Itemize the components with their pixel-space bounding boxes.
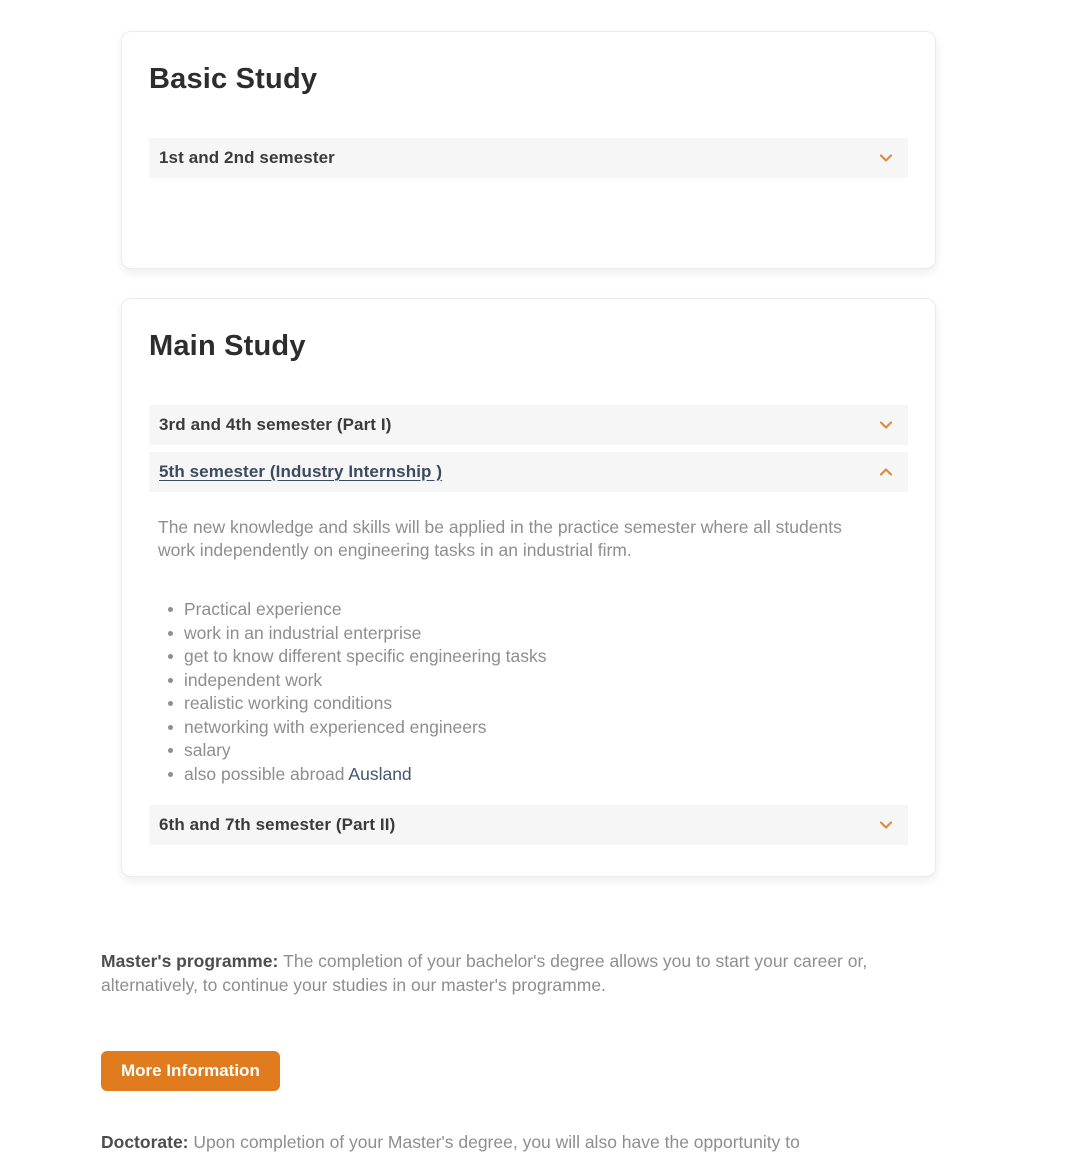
list-item-abroad: [158, 763, 908, 787]
accordion-item-1st-2nd-semester[interactable]: [149, 138, 908, 178]
main-study-accordion: [149, 405, 908, 845]
doctorate-lead: Doctorate:: [101, 1132, 194, 1152]
list-item: independent work: [158, 669, 908, 693]
accordion-item-label: 1st and 2nd semester: [159, 148, 335, 167]
masters-programme-paragraph: [101, 949, 946, 997]
masters-programme-text: The completion of your bachelor's degree allows you to start your career or, alternatively, to continue your studies in our master's programme.: [101, 951, 868, 995]
internship-bullet-list: [158, 598, 908, 786]
basic-study-title: Basic Study: [149, 63, 318, 95]
more-information-button[interactable]: More Information: [101, 1051, 280, 1091]
chevron-up-icon: [877, 463, 895, 481]
abroad-text: also possible abroad: [184, 763, 349, 784]
accordion-item-6th-7th-semester[interactable]: [149, 805, 908, 845]
masters-programme-lead: Master's programme:: [101, 951, 284, 971]
accordion-item-label: 5th semester (Industry Internship ): [159, 462, 443, 481]
list-item: work in an industrial enterprise: [158, 622, 908, 646]
accordion-item-3rd-4th-semester[interactable]: [149, 405, 908, 445]
list-item: networking with experienced engineers: [158, 716, 908, 740]
list-item: Practical experience: [158, 598, 908, 622]
chevron-down-icon: [877, 816, 895, 834]
accordion-item-5th-semester[interactable]: [149, 452, 908, 492]
main-study-title: Main Study: [149, 330, 306, 362]
accordion-item-label: 6th and 7th semester (Part II): [159, 815, 396, 834]
internship-description: The new knowledge and skills will be applied in the practice semester where all students work independently on engineering tasks in an industrial firm.: [158, 517, 842, 560]
doctorate-paragraph: [101, 1130, 946, 1154]
chevron-down-icon: [877, 416, 895, 434]
accordion-item-label: 3rd and 4th semester (Part I): [159, 415, 392, 434]
chevron-down-icon: [877, 149, 895, 167]
list-item: get to know different specific engineering tasks: [158, 645, 908, 669]
main-study-card: [121, 298, 936, 877]
basic-study-card: [121, 31, 936, 269]
accordion-panel-internship: [149, 499, 908, 805]
basic-study-accordion: [149, 138, 908, 178]
list-item: salary: [158, 739, 908, 763]
list-item: realistic working conditions: [158, 692, 908, 716]
doctorate-text: Upon completion of your Master's degree, you will also have the opportunity to: [193, 1132, 800, 1152]
ausland-link[interactable]: Ausland: [348, 763, 412, 784]
